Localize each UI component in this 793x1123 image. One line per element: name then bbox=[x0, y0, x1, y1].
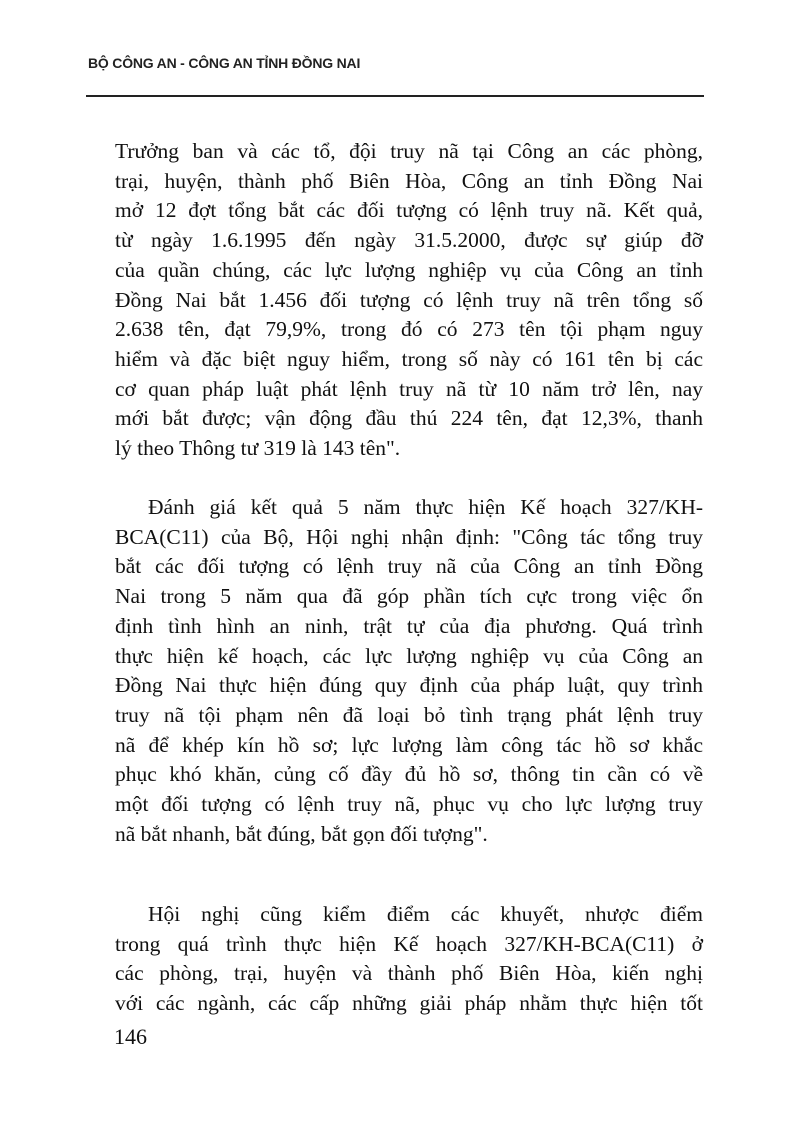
text-line: Hội nghị cũng kiểm điểm các khuyết, nhược điểm bbox=[148, 902, 703, 926]
text-line: nã để khép kín hồ sơ; lực lượng làm công tác hồ sơ khắc bbox=[115, 732, 703, 757]
text-line: mới bắt được; vận động đầu thú 224 tên, đạt 12,3%, thanh bbox=[115, 406, 703, 431]
paragraph-3 bbox=[115, 900, 703, 1019]
text-line: Đồng Nai thực hiện đúng quy định của pháp luật, quy trình bbox=[115, 673, 703, 698]
text-line: cơ quan pháp luật phát lệnh truy nã từ 10 năm trở lên, nay bbox=[115, 376, 703, 401]
text-line: Đồng Nai bắt 1.456 đối tượng có lệnh truy nã trên tổng số bbox=[115, 287, 703, 312]
text-line: trại, huyện, thành phố Biên Hòa, Công an tỉnh Đồng Nai bbox=[115, 168, 703, 193]
page-number: 146 bbox=[114, 1024, 147, 1049]
text-line: phục khó khăn, củng cố đầy đủ hồ sơ, thông tin cần có về bbox=[115, 762, 703, 787]
text-line: Trưởng ban và các tổ, đội truy nã tại Công an các phòng, bbox=[115, 139, 703, 163]
text-line: của quần chúng, các lực lượng nghiệp vụ của Công an tỉnh bbox=[115, 257, 703, 282]
text-line: Nai trong 5 năm qua đã góp phần tích cực trong việc ổn bbox=[115, 584, 703, 609]
text-line: nã bắt nhanh, bắt đúng, bắt gọn đối tượng". bbox=[115, 821, 488, 846]
text-line: lý theo Thông tư 319 là 143 tên". bbox=[115, 436, 401, 461]
text-line: một đối tượng có lệnh truy nã, phục vụ cho lực lượng truy bbox=[115, 792, 703, 817]
text-line: trong quá trình thực hiện Kế hoạch 327/KH-BCA(C11) ở bbox=[115, 931, 703, 956]
text-line: BCA(C11) của Bộ, Hội nghị nhận định: "Công tác tổng truy bbox=[115, 524, 703, 549]
text-line: các phòng, trại, huyện và thành phố Biên Hòa, kiến nghị bbox=[115, 961, 703, 986]
text-line: bắt các đối tượng có lệnh truy nã của Công an tỉnh Đồng bbox=[115, 554, 703, 579]
header-rule bbox=[86, 95, 704, 97]
text-line: với các ngành, các cấp những giải pháp nhằm thực hiện tốt bbox=[115, 991, 703, 1016]
text-line: hiểm và đặc biệt nguy hiểm, trong số này có 161 tên bị các bbox=[115, 346, 703, 371]
text-line: 2.638 tên, đạt 79,9%, trong đó có 273 tên tội phạm nguy bbox=[115, 317, 703, 342]
text-line: truy nã tội phạm nên đã loại bỏ tình trạng phát lệnh truy bbox=[115, 702, 703, 727]
text-line: Đánh giá kết quả 5 năm thực hiện Kế hoạch 327/KH- bbox=[148, 495, 703, 519]
running-header: BỘ CÔNG AN - CÔNG AN TỈNH ĐỒNG NAI bbox=[88, 55, 361, 71]
text-line: từ ngày 1.6.1995 đến ngày 31.5.2000, được sự giúp đỡ bbox=[115, 228, 703, 253]
text-line: định tình hình an ninh, trật tự của địa phương. Quá trình bbox=[115, 613, 703, 638]
text-line: thực hiện kế hoạch, các lực lượng nghiệp vụ của Công an bbox=[115, 643, 703, 668]
paragraph-2 bbox=[115, 493, 703, 849]
text-line: mở 12 đợt tổng bắt các đối tượng có lệnh truy nã. Kết quả, bbox=[115, 198, 703, 223]
paragraph-1 bbox=[115, 137, 703, 464]
